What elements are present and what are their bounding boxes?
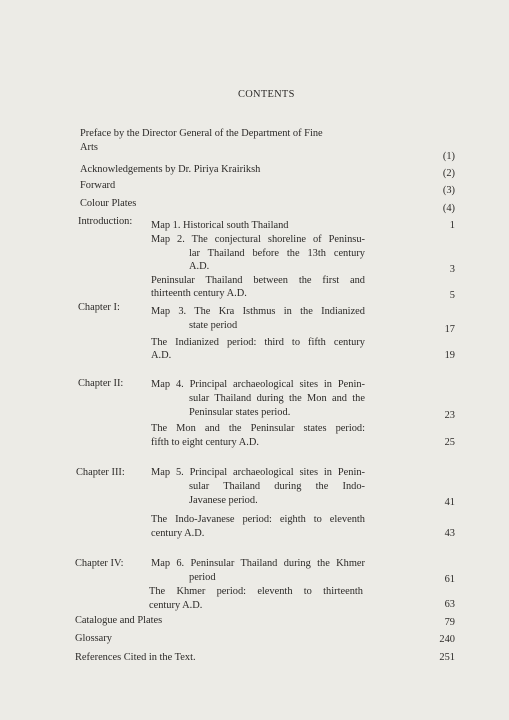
forward-page: (3) (442, 185, 455, 196)
chapter-4-section-line-2: century A.D. (149, 600, 203, 611)
chapter-1-section-page: 19 (444, 350, 455, 361)
intro-section-page: 5 (449, 290, 455, 301)
chapter-3-section-line-1: The Indo-Javanese period: eighth to eleventh (151, 514, 365, 525)
map-3-line-2: state period (189, 320, 238, 331)
map-2-page: 3 (449, 264, 455, 275)
chapter-4-section-page: 63 (444, 599, 455, 610)
intro-section-line-1: Peninsular Thailand between the first and (151, 275, 365, 286)
map-2-line-3: A.D. (189, 261, 210, 272)
map-5-line-2: sular Thailand during the Indo- (189, 481, 365, 492)
map-4-line-2: sular Thailand during the Mon and the (189, 393, 365, 404)
references-page: 251 (439, 652, 455, 663)
chapter-1-section-line-2: A.D. (151, 350, 172, 361)
intro-section-line-2: thirteenth century A.D. (151, 288, 247, 299)
chapter-2-section-line-2: fifth to eight century A.D. (151, 437, 259, 448)
chapter-2-label: Chapter II: (78, 378, 124, 389)
forward-entry: Forward (80, 180, 116, 191)
page-title: CONTENTS (238, 89, 295, 100)
map-4-line-3: Peninsular states period. (189, 407, 291, 418)
chapter-1-label: Chapter I: (78, 302, 120, 313)
map-4-page: 23 (444, 410, 455, 421)
map-3-page: 17 (444, 324, 455, 335)
map-1-entry: Map 1. Historical south Thailand (151, 220, 289, 231)
map-5-page: 41 (444, 497, 455, 508)
chapter-4-label: Chapter IV: (75, 558, 124, 569)
chapter-2-section-line-1: The Mon and the Peninsular states period: (151, 423, 365, 434)
map-2-line-2: lar Thailand before the 13th century (189, 248, 365, 259)
catalogue-entry: Catalogue and Plates (75, 615, 163, 626)
chapter-3-section-line-2: century A.D. (151, 528, 205, 539)
map-6-line-1: Map 6. Peninsular Thailand during the Khmer (151, 558, 365, 569)
map-1-page: 1 (449, 220, 455, 231)
map-5-line-1: Map 5. Principal archaeological sites in Penin- (151, 467, 365, 478)
map-2-line-1: Map 2. The conjectural shoreline of Peninsu- (151, 234, 365, 245)
references-entry: References Cited in the Text. (75, 652, 196, 663)
preface-line-2: Arts (80, 142, 98, 153)
catalogue-page: 79 (444, 617, 455, 628)
chapter-1-section-line-1: The Indianized period: third to fifth century (151, 337, 365, 348)
glossary-page: 240 (439, 634, 455, 645)
preface-line-1: Preface by the Director General of the Department of Fine (80, 128, 323, 139)
map-5-line-3: Javanese period. (189, 495, 258, 506)
preface-page: (1) (442, 151, 455, 162)
map-4-line-1: Map 4. Principal archaeological sites in Penin- (151, 379, 365, 390)
colour-plates-entry: Colour Plates (80, 198, 137, 209)
acknowledgements-entry: Acknowledgements by Dr. Piriya Krairiksh (80, 164, 261, 175)
chapter-3-section-page: 43 (444, 528, 455, 539)
map-3-line-1: Map 3. The Kra Isthmus in the Indianized (151, 306, 365, 317)
chapter-2-section-page: 25 (444, 437, 455, 448)
chapter-4-section-line-1: The Khmer period: eleventh to thirteenth (149, 586, 363, 597)
colour-plates-page: (4) (442, 203, 455, 214)
introduction-label: Introduction: (78, 216, 133, 227)
glossary-entry: Glossary (75, 633, 112, 644)
chapter-3-label: Chapter III: (76, 467, 125, 478)
map-6-line-2: period (189, 572, 216, 583)
acknowledgements-page: (2) (442, 168, 455, 179)
map-6-page: 61 (444, 574, 455, 585)
